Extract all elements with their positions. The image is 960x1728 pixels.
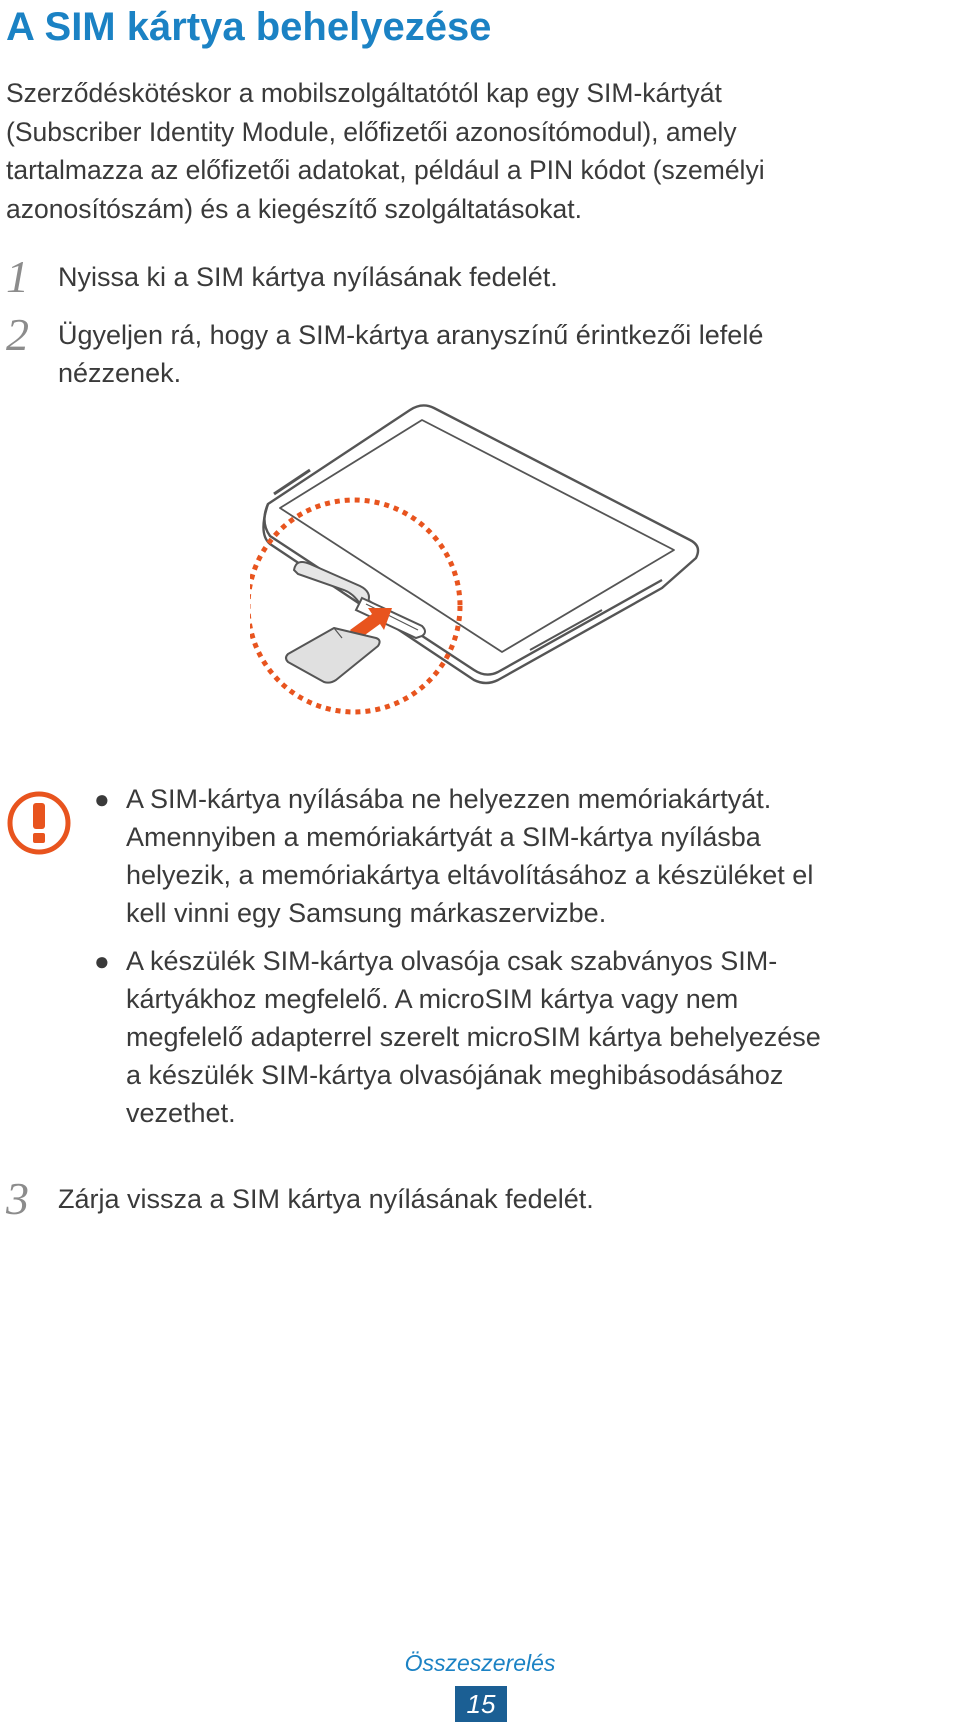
note-line: helyezik, a memóriakártya eltávolításához a készüléket el xyxy=(126,860,814,890)
step-number: 3 xyxy=(6,1173,29,1224)
warning-note xyxy=(92,780,952,932)
step-text xyxy=(58,1180,948,1218)
note-line: Amennyiben a memóriakártyát a SIM-kártya nyílásba xyxy=(126,822,761,852)
intro-line: azonosítószám) és a kiegészítő szolgáltatásokat. xyxy=(6,193,582,224)
sim-slot-cover xyxy=(294,562,369,604)
intro-line: (Subscriber Identity Module, előfizetői azonosítómodul), amely xyxy=(6,116,737,147)
step-line: nézzenek. xyxy=(58,358,182,388)
bullet-icon: ● xyxy=(94,784,110,814)
sim-card xyxy=(286,628,380,683)
note-line: kell vinni egy Samsung márkaszervizbe. xyxy=(126,898,607,928)
step-line: Nyissa ki a SIM kártya nyílásának fedelét. xyxy=(58,262,558,292)
step-text xyxy=(58,258,948,296)
warning-notes xyxy=(92,780,952,1142)
intro-paragraph xyxy=(6,74,946,228)
step-line: Zárja vissza a SIM kártya nyílásának fedelét. xyxy=(58,1184,594,1214)
note-line: A SIM-kártya nyílásába ne helyezzen memóriakártyát. xyxy=(126,784,772,814)
warning-note xyxy=(92,942,952,1132)
highlight-circle xyxy=(250,500,460,712)
page-title: A SIM kártya behelyezése xyxy=(6,5,492,49)
intro-line: Szerződéskötéskor a mobilszolgáltatótól kap egy SIM-kártyát xyxy=(6,78,722,108)
sim-insertion-illustration xyxy=(250,398,710,753)
warning-exclamation-icon xyxy=(6,790,72,856)
note-line: a készülék SIM-kártya olvasójának meghibásodásához xyxy=(126,1060,784,1090)
note-line: megfelelő adapterrel szerelt microSIM kártya behelyezése xyxy=(126,1022,821,1052)
step-text xyxy=(58,316,948,392)
note-line: A készülék SIM-kártya olvasója csak szabványos SIM- xyxy=(126,946,778,976)
bullet-icon: ● xyxy=(94,946,110,976)
note-line: vezethet. xyxy=(126,1098,236,1128)
page-number-badge: 15 xyxy=(455,1686,507,1722)
step-number: 2 xyxy=(6,309,29,360)
step-line: Ügyeljen rá, hogy a SIM-kártya aranyszínű érintkezői lefelé xyxy=(58,320,764,350)
intro-line: tartalmazza az előfizetői adatokat, például a PIN kódot (személyi xyxy=(6,155,765,185)
note-line: kártyákhoz megfelelő. A microSIM kártya vagy nem xyxy=(126,984,739,1014)
footer-section-title: Összeszerelés xyxy=(404,1650,556,1676)
step-number: 1 xyxy=(6,251,29,302)
